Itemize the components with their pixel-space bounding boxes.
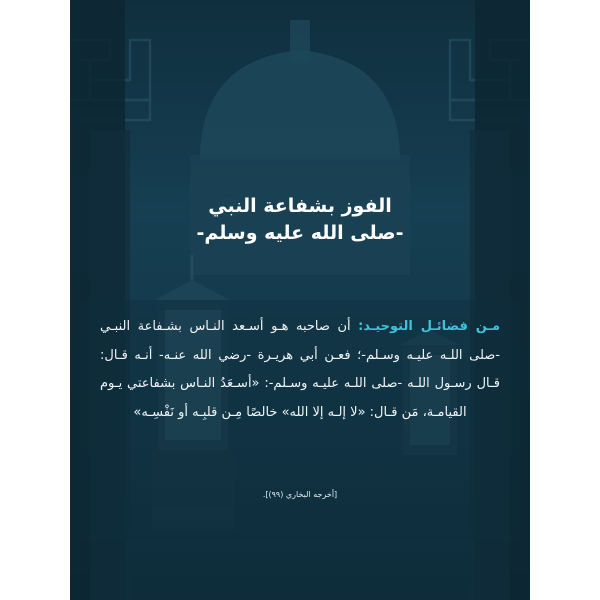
title-line-2: -صلى الله عليه وسلم- bbox=[196, 222, 404, 244]
hadith-paragraph bbox=[100, 313, 500, 427]
highlight-heading: مـن فضائـل التوحيـد: bbox=[358, 319, 500, 334]
hadith-text: أن صاحبه هـو أسـعد النـاس بشـفاعة النبـي -صلى اللـه عليـه وسـلم-؛ فعـن أبي هريـرة -رضي الله عنـه- أنـه قـال: قـال رسـول اللـه -صلى اللـه عليـه وسـلم-: «أسـعَدُ النـاس بشفاعتي يـوم القيامـة، مَن قـال: «لا إلـه إلا الله» خالصًا مِـن قلبِـه أو نَفْسِـه» bbox=[100, 319, 500, 420]
mosque-lantern-background bbox=[70, 0, 530, 600]
content-card bbox=[70, 0, 530, 600]
title-line-1: الفوز بشفاعة النبي bbox=[208, 195, 392, 217]
hadith-reference: [أخرجه البخاري (٩٩)]. bbox=[262, 490, 338, 499]
page-title bbox=[70, 193, 530, 247]
